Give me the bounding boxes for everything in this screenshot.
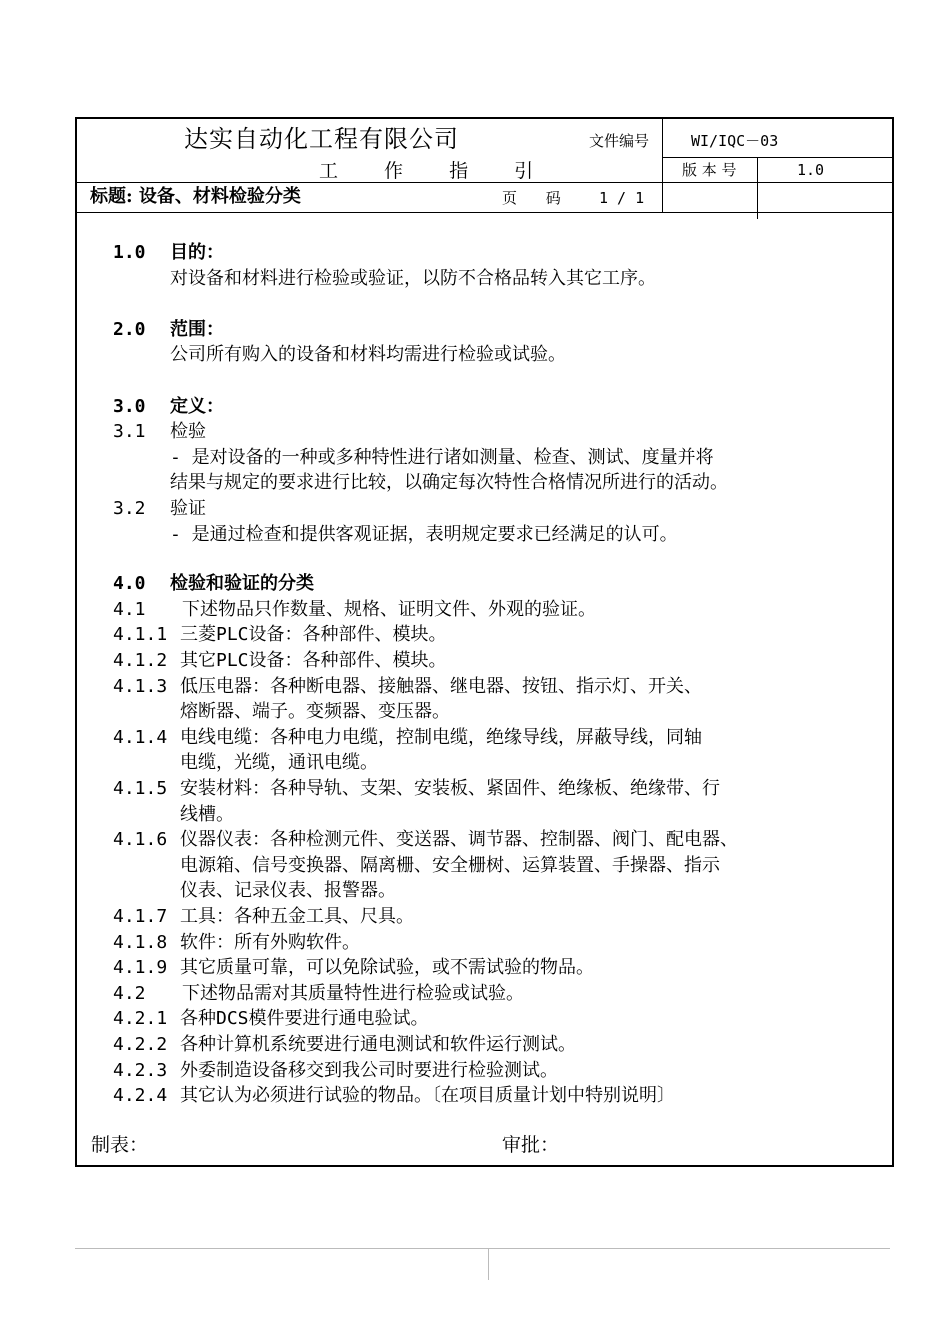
document-body — [77, 119, 892, 1165]
classification-item-text: 电缆，光缆，通讯电缆。 — [180, 752, 378, 774]
section-number: 3.0 — [113, 395, 146, 417]
classification-item-text: 熔断器、端子。变频器、变压器。 — [180, 701, 450, 723]
classification-item-number: 4.2.2 — [113, 1034, 168, 1055]
classification-item-number: 4.1.6 — [113, 829, 168, 851]
classification-item-number: 4.1.8 — [113, 931, 168, 953]
version-label: 版 本 号 — [682, 161, 737, 179]
definition-number: 3.1 — [113, 421, 146, 443]
classification-item-text: 其它认为必须进行试验的物品。〔在项目质量计划中特别说明〕 — [180, 1085, 675, 1107]
document-frame — [75, 117, 894, 1167]
classification-item-number: 4.1.1 — [113, 624, 168, 646]
classification-item-number: 4.1.4 — [113, 726, 168, 748]
section-text: 公司所有购入的设备和材料均需进行检验或试验。 — [170, 344, 566, 366]
doc-no-value: WI/IQC－03 — [691, 132, 779, 150]
section-heading: 检验和验证的分类 — [170, 573, 314, 595]
classification-item-number: 4.1.7 — [113, 906, 168, 927]
classification-item-text: 电线电缆：各种电力电缆，控制电缆，绝缘导线，屏蔽导线，同轴 — [180, 726, 702, 748]
classification-item-number: 4.1 — [113, 598, 146, 620]
section-heading: 目的： — [170, 242, 224, 263]
classification-item-number: 4.1.3 — [113, 675, 168, 697]
classification-item-text: 其它质量可靠，可以免除试验，或不需试验的物品。 — [180, 957, 594, 979]
classification-item-number: 4.2.4 — [113, 1085, 168, 1107]
classification-item-text: 低压电器：各种断电器、接触器、继电器、按钮、指示灯、开关、 — [180, 675, 702, 697]
company-name: 达实自动化工程有限公司 — [184, 125, 459, 153]
classification-item-number: 4.2 — [113, 982, 146, 1004]
section-heading: 范围： — [170, 318, 224, 340]
classification-item-text: 线槽。 — [180, 803, 234, 825]
section-text: 对设备和材料进行检验或验证，以防不合格品转入其它工序。 — [170, 267, 656, 289]
classification-item-text: 下述物品只作数量、规格、证明文件、外观的验证。 — [182, 598, 596, 620]
classification-item-number: 4.2.3 — [113, 1059, 168, 1081]
definition-term: 检验 — [170, 421, 206, 443]
section-heading: 定义： — [170, 395, 224, 417]
classification-item-text: 三菱PLC设备：各种部件、模块。 — [180, 624, 447, 646]
classification-item-text: 其它PLC设备：各种部件、模块。 — [180, 650, 447, 671]
classification-item-text: 各种计算机系统要进行通电测试和软件运行测试。 — [180, 1034, 576, 1055]
page-value: 1 / 1 — [599, 189, 645, 207]
classification-item-number: 4.2.1 — [113, 1008, 168, 1030]
definition-term: 验证 — [170, 498, 206, 519]
section-number: 4.0 — [113, 573, 146, 595]
page-footer-rule — [75, 1248, 890, 1249]
classification-item-number: 4.1.9 — [113, 957, 168, 979]
classification-item-text: 外委制造设备移交到我公司时要进行检验测试。 — [180, 1059, 558, 1081]
classification-item-text: 安装材料：各种导轨、支架、安装板、紧固件、绝缘板、绝缘带、行 — [180, 778, 720, 799]
section-number: 1.0 — [113, 242, 146, 263]
classification-item-text: 工具：各种五金工具、尺具。 — [180, 906, 414, 927]
approved-by-label: 审批： — [502, 1134, 560, 1156]
classification-item-text: 仪表、记录仪表、报警器。 — [180, 880, 396, 902]
classification-item-number: 4.1.2 — [113, 650, 168, 671]
classification-item-text: 软件：所有外购软件。 — [180, 931, 360, 953]
doc-no-label: 文件编号 — [589, 132, 650, 150]
classification-item-number: 4.1.5 — [113, 778, 168, 799]
page-label: 页 码 — [502, 189, 561, 207]
definition-text: 结果与规定的要求进行比较，以确定每次特性合格情况所进行的活动。 — [170, 472, 728, 494]
definition-number: 3.2 — [113, 498, 146, 519]
subtitle: 工 作 指 引 — [319, 160, 534, 182]
definition-text: - 是通过检查和提供客观证据，表明规定要求已经满足的认可。 — [170, 523, 678, 545]
version-value: 1.0 — [797, 161, 825, 179]
section-number: 2.0 — [113, 318, 146, 340]
prepared-by-label: 制表： — [91, 1134, 149, 1156]
document-title: 标题: 设备、材料检验分类 — [90, 186, 301, 207]
classification-item-text: 下述物品需对其质量特性进行检验或试验。 — [182, 982, 524, 1004]
page-footer-divider — [488, 1248, 489, 1280]
classification-item-text: 电源箱、信号变换器、隔离栅、安全栅树、运算装置、手操器、指示 — [180, 854, 720, 876]
classification-item-text: 仪器仪表：各种检测元件、变送器、调节器、控制器、阀门、配电器、 — [180, 829, 738, 851]
classification-item-text: 各种DCS模件要进行通电验试。 — [180, 1008, 429, 1030]
definition-text: - 是对设备的一种或多种特性进行诸如测量、检查、测试、度量并将 — [170, 446, 714, 468]
